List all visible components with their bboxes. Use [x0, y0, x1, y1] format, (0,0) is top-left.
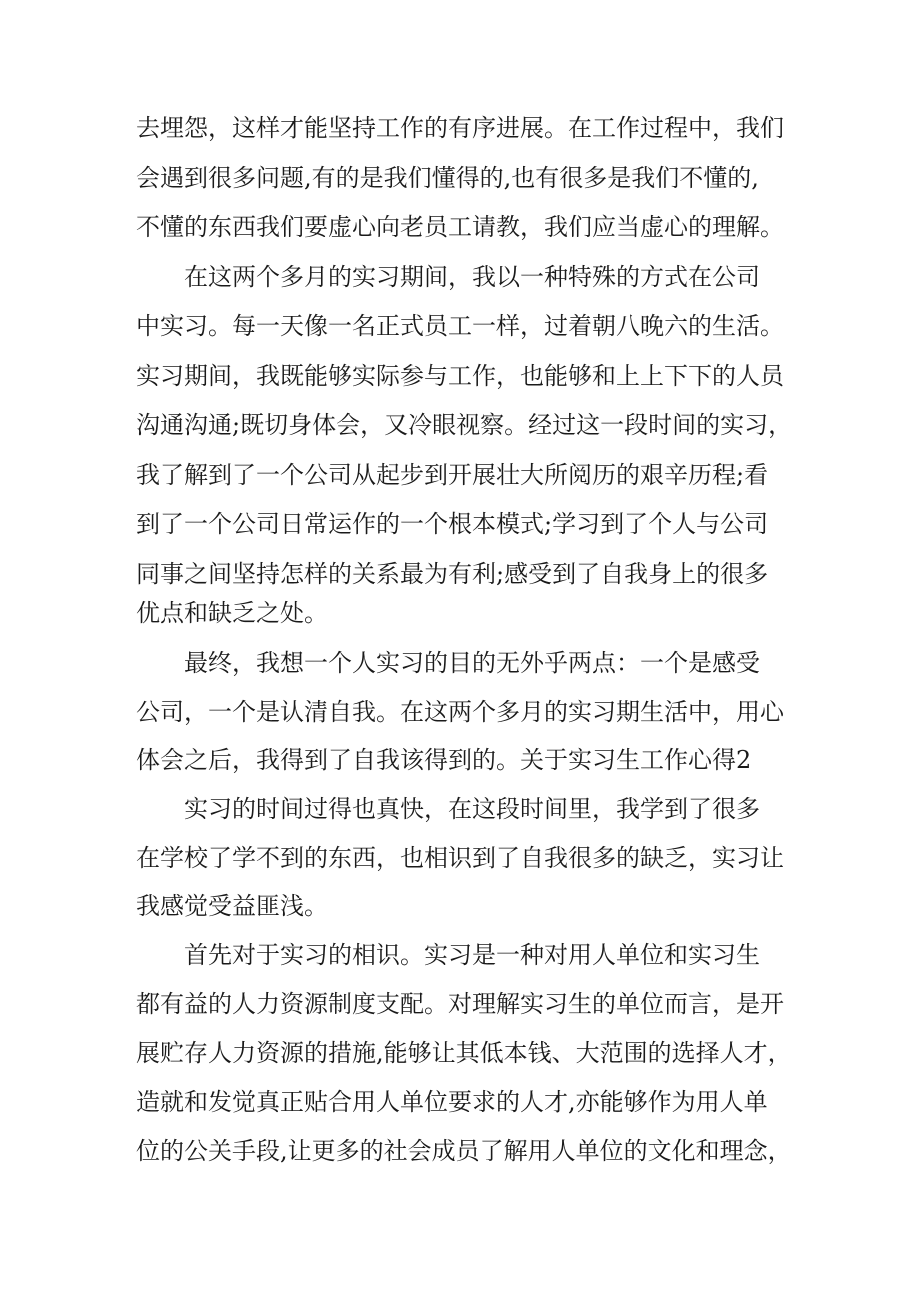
text-line: 展贮存人力资源的措施,能够让其低本钱、大范围的选择人才，	[136, 1039, 792, 1067]
paragraph-first-line: 实习的时间过得也真快，在这段时间里，我学到了很多	[184, 795, 760, 823]
text-line: 会遇到很多问题,有的是我们懂得的,也有很多是我们不懂的,	[136, 164, 759, 192]
text-line: 位的公关手段,让更多的社会成员了解用人单位的文化和理念，	[136, 1137, 792, 1165]
text-line: 都有益的人力资源制度支配。对理解实习生的单位而言，是开	[136, 990, 784, 1018]
text-line: 不懂的东西我们要虚心向老员工请教，我们应当虚心的理解。	[136, 213, 784, 241]
paragraph-first-line: 首先对于实习的相识。实习是一种对用人单位和实习生	[184, 941, 760, 969]
text-line: 同事之间坚持怎样的关系最为有利;感受到了自我身上的很多	[136, 560, 769, 588]
text-line: 中实习。每一天像一名正式员工一样，过着朝八晚六的生活。	[136, 312, 784, 340]
text-line: 体会之后，我得到了自我该得到的。关于实习生工作心得2	[136, 746, 752, 774]
text-line: 实习期间，我既能够实际参与工作，也能够和上上下下的人员	[136, 362, 784, 390]
paragraph-first-line: 最终，我想一个人实习的目的无外乎两点：一个是感受	[184, 649, 760, 677]
text-line: 我了解到了一个公司从起步到开展壮大所阅历的艰辛历程;看	[136, 461, 769, 489]
text-line: 我感觉受益匪浅。	[136, 892, 328, 920]
paragraph-first-line: 在这两个多月的实习期间，我以一种特殊的方式在公司	[184, 263, 760, 291]
text-line: 造就和发觉真正贴合用人单位要求的人才,亦能够作为用人单	[136, 1088, 768, 1116]
text-line: 到了一个公司日常运作的一个根本模式;学习到了个人与公司	[136, 510, 769, 538]
text-line: 优点和缺乏之处。	[136, 599, 328, 627]
text-line: 在学校了学不到的东西，也相识到了自我很多的缺乏，实习让	[136, 844, 784, 872]
text-line: 公司，一个是认清自我。在这两个多月的实习期生活中，用心	[136, 698, 784, 726]
text-line: 沟通沟通;既切身体会，又冷眼视察。经过这一段时间的实习，	[136, 411, 793, 439]
text-line: 去埋怨，这样才能坚持工作的有序进展。在工作过程中，我们	[136, 114, 784, 142]
